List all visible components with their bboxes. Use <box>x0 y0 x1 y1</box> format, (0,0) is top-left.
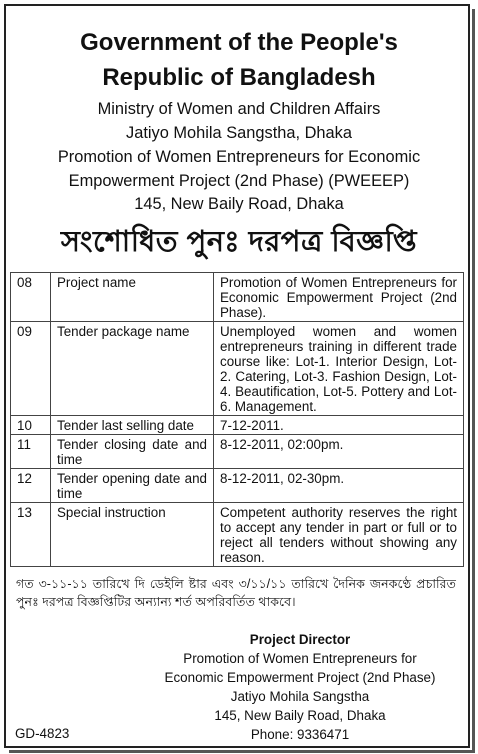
row-label: Tender opening date and time <box>51 469 214 503</box>
signature-phone: Phone: 9336471 <box>250 727 350 742</box>
row-number: 08 <box>11 273 51 322</box>
row-value: 8-12-2011, 02-30pm. <box>214 469 464 503</box>
row-label: Tender package name <box>51 322 214 416</box>
row-number: 11 <box>11 435 51 469</box>
row-number: 12 <box>11 469 51 503</box>
row-number: 09 <box>11 322 51 416</box>
row-value: 8-12-2011, 02:00pm. <box>214 435 464 469</box>
project-line-2: Empowerment Project (2nd Phase) (PWEEEP) <box>68 172 410 190</box>
ad-code: GD-4823 <box>15 726 70 741</box>
title-line-1: Government of the People's <box>80 29 398 56</box>
row-label: Special instruction <box>51 503 214 567</box>
row-number: 10 <box>11 416 51 435</box>
signature-title: Project Director <box>249 632 351 647</box>
row-value: 7-12-2011. <box>214 416 464 435</box>
table-row <box>11 503 464 567</box>
signature-line-2: Economic Empowerment Project (2nd Phase) <box>164 670 436 685</box>
address: 145, New Baily Road, Dhaka <box>134 195 344 213</box>
table-row <box>11 416 464 435</box>
table-row <box>11 322 464 416</box>
row-value: Unemployed women and women entrepreneurs training in different trade course like: Lot-1. Interior Design, Lot-2. Catering, Lot-3. Fashion Design, Lot-4. Beautification, Lot-5. Pottery and Lot-6. Management. <box>214 322 464 416</box>
title-line-2: Republic of Bangladesh <box>102 64 376 91</box>
row-number: 13 <box>11 503 51 567</box>
project-line-1: Promotion of Women Entrepreneurs for Economic <box>57 148 421 166</box>
row-value: Promotion of Women Entrepreneurs for Economic Empowerment Project (2nd Phase). <box>214 273 464 322</box>
row-label: Tender last selling date <box>51 416 214 435</box>
signature-line-4: 145, New Baily Road, Dhaka <box>214 708 386 723</box>
table-row <box>11 469 464 503</box>
row-label: Project name <box>51 273 214 322</box>
tender-details-table <box>10 272 464 567</box>
ministry-name: Ministry of Women and Children Affairs <box>97 100 381 118</box>
signature-line-3: Jatiyo Mohila Sangstha <box>230 689 370 704</box>
bengali-note: গত ৩-১১-১১ তারিখে দি ডেইলি ষ্টার এবং ৩/১১/১১ তারিখে দৈনিক জনকণ্ঠে প্রচারিত পুনঃ দরপত্র বিজ্ঞপ্তিটির অন্যান্য শর্ত অপরিবর্তিত থাকবে। <box>16 577 456 609</box>
signature-line-1: Promotion of Women Entrepreneurs for <box>183 651 417 666</box>
row-value: Competent authority reserves the right to accept any tender in part or full or to reject all tenders without showing any reason. <box>214 503 464 567</box>
table-row <box>11 435 464 469</box>
agency-name: Jatiyo Mohila Sangstha, Dhaka <box>126 124 352 142</box>
notice-title-bengali: সংশোধিত পুনঃ দরপত্র বিজ্ঞপ্তি <box>60 226 418 258</box>
table-row <box>11 273 464 322</box>
row-label: Tender closing date and time <box>51 435 214 469</box>
